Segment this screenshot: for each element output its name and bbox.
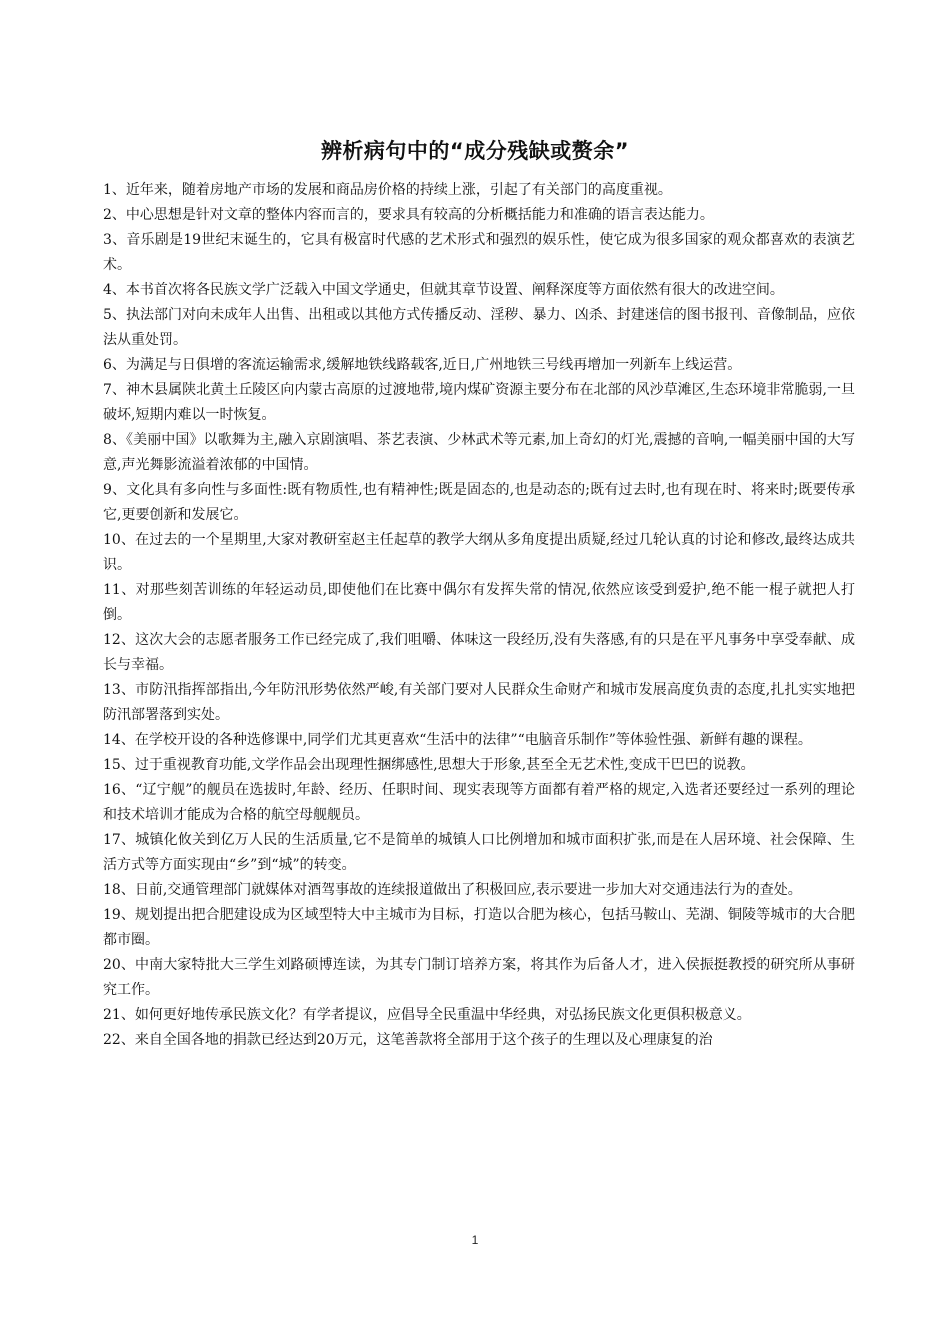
list-item: 21、如何更好地传承民族文化？有学者提议，应倡导全民重温中华经典，对弘扬民族文化更俱积极意义。 (103, 1007, 751, 1023)
list-item: 7、神木县属陕北黄土丘陵区向内蒙古高原的过渡地带,境内煤矿资源主要分布在北部的风沙草滩区,生态环境非常脆弱,一旦破坏,短期内难以一时恢复。 (103, 382, 855, 423)
list-item: 10、在过去的一个星期里,大家对教研室赵主任起草的教学大纲从多角度提出质疑,经过几轮认真的讨论和修改,最终达成共识。 (103, 532, 855, 573)
list-item: 11、对那些刻苦训练的年轻运动员,即使他们在比赛中偶尔有发挥失常的情况,依然应该受到爱护,绝不能一棍子就把人打倒。 (103, 582, 855, 623)
list-item: 20、中南大家特批大三学生刘路硕博连读，为其专门制订培养方案，将其作为后备人才，进入侯振挺教授的研究所从事研究工作。 (103, 957, 855, 998)
list-item: 13、市防汛指挥部指出,今年防汛形势依然严峻,有关部门要对人民群众生命财产和城市发展高度负责的态度,扎扎实实地把防汛部署落到实处。 (103, 682, 855, 723)
document-title: 辨析病句中的“成分残缺或赘余” (320, 139, 630, 163)
list-item: 16、“辽宁舰”的舰员在选拔时,年龄、经历、任职时间、现实表现等方面都有着严格的规定,入选者还要经过一系列的理论和技术培训才能成为合格的航空母舰舰员。 (103, 782, 855, 823)
list-item: 14、在学校开设的各种选修课中,同学们尤其更喜欢“生活中的法律”“电脑音乐制作”等体验性强、新鲜有趣的课程。 (103, 732, 812, 748)
sentence-list (103, 178, 855, 1053)
list-item: 15、过于重视教育功能,文学作品会出现理性捆绑感性,思想大于形象,甚至全无艺术性,变成干巴巴的说教。 (103, 757, 755, 773)
list-item: 9、文化具有多向性与多面性:既有物质性,也有精神性;既是固态的,也是动态的;既有过去时,也有现在时、将来时;既要传承它,更要创新和发展它。 (103, 482, 855, 523)
list-item: 18、日前,交通管理部门就媒体对酒驾事故的连续报道做出了积极回应,表示要进一步加大对交通违法行为的查处。 (103, 882, 802, 898)
list-item: 4、本书首次将各民族文学广泛载入中国文学通史，但就其章节设置、阐释深度等方面依然有很大的改进空间。 (103, 282, 784, 298)
list-item: 22、来自全国各地的捐款已经达到20万元，这笔善款将全部用于这个孩子的生理以及心理康复的治 (103, 1032, 713, 1048)
list-item: 17、城镇化攸关到亿万人民的生活质量,它不是简单的城镇人口比例增加和城市面积扩张,而是在人居环境、社会保障、生活方式等方面实现由“乡”到“城”的转变。 (103, 832, 855, 873)
list-item: 2、中心思想是针对文章的整体内容而言的，要求具有较高的分析概括能力和准确的语言表达能力。 (103, 207, 714, 223)
list-item: 1、近年来，随着房地产市场的发展和商品房价格的持续上涨，引起了有关部门的高度重视。 (103, 182, 672, 198)
list-item: 19、规划提出把合肥建设成为区域型特大中主城市为目标，打造以合肥为核心，包括马鞍山、芜湖、铜陵等城市的大合肥都市圈。 (103, 907, 855, 948)
list-item: 8、《美丽中国》以歌舞为主,融入京剧演唱、茶艺表演、少林武术等元素,加上奇幻的灯光,震撼的音响,一幅美丽中国的大写意,声光舞影流溢着浓郁的中国情。 (103, 432, 855, 473)
page-number: 1 (471, 1233, 479, 1247)
list-item: 5、执法部门对向未成年人出售、出租或以其他方式传播反动、淫秽、暴力、凶杀、封建迷信的图书报刊、音像制品，应依法从重处罚。 (103, 307, 855, 348)
list-item: 3、音乐剧是19世纪末诞生的，它具有极富时代感的艺术形式和强烈的娱乐性，使它成为很多国家的观众都喜欢的表演艺术。 (103, 232, 855, 273)
list-item: 12、这次大会的志愿者服务工作已经完成了,我们咀嚼、体味这一段经历,没有失落感,有的只是在平凡事务中享受奉献、成长与幸福。 (103, 632, 855, 673)
list-item: 6、为满足与日俱增的客流运输需求,缓解地铁线路载客,近日,广州地铁三号线再增加一列新车上线运营。 (103, 357, 742, 373)
